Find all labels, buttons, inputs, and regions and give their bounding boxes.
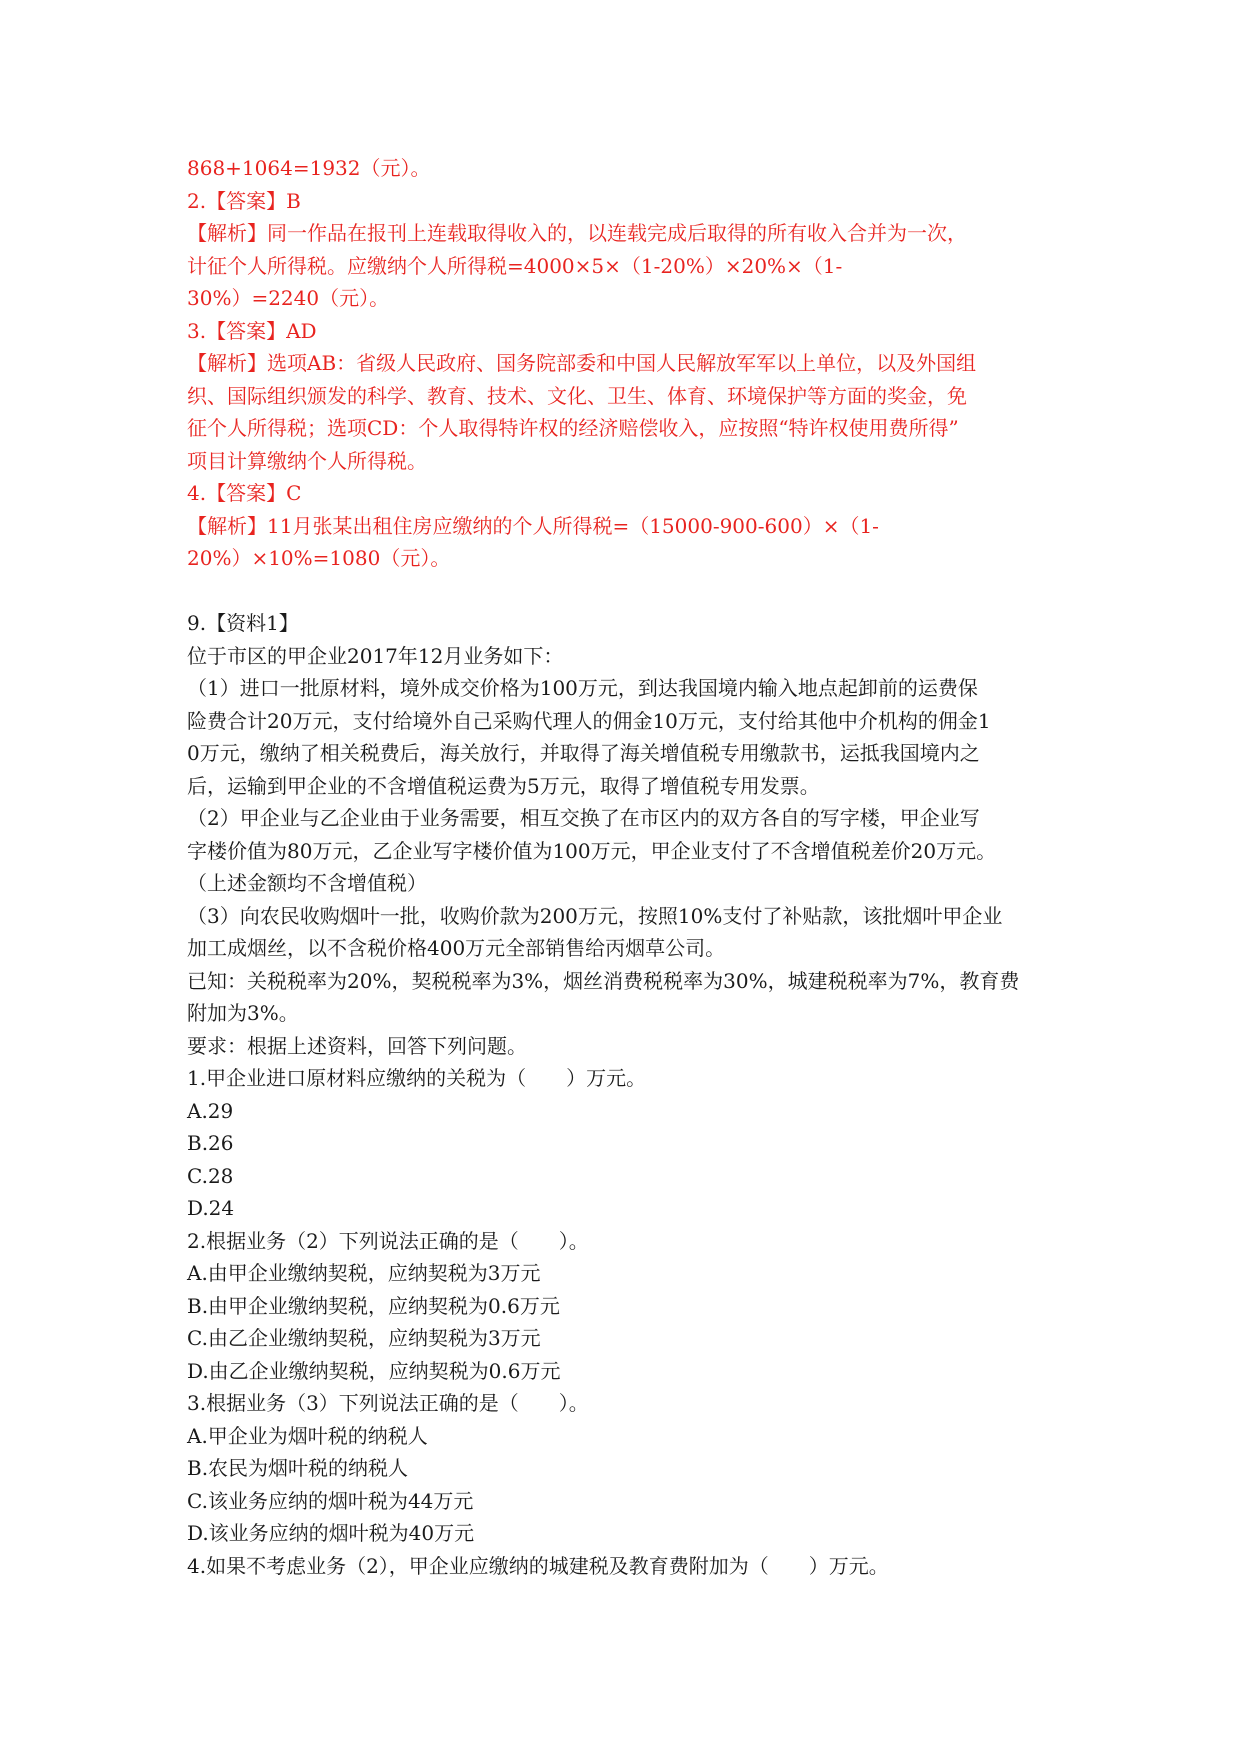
material-line: 附加为3%。 xyxy=(187,1001,299,1025)
material-line: 加工成烟丝，以不含税价格400万元全部销售给丙烟草公司。 xyxy=(187,936,726,960)
option-line: D.该业务应纳的烟叶税为40万元 xyxy=(187,1521,475,1545)
option-line: B.农民为烟叶税的纳税人 xyxy=(187,1456,409,1480)
question-line: 4.如果不考虑业务（2），甲企业应缴纳的城建税及教育费附加为（ ）万元。 xyxy=(187,1553,889,1578)
option-line: D.由乙企业缴纳契税，应纳契税为0.6万元 xyxy=(187,1358,561,1383)
material-line: （3）向农民收购烟叶一批，收购价款为200万元，按照10%支付了补贴款，该批烟叶甲企业 xyxy=(187,903,1003,928)
section-spacer xyxy=(187,575,1067,608)
material-line: （2）甲企业与乙企业由于业务需要，相互交换了在市区内的双方各自的写字楼，甲企业写 xyxy=(187,806,980,830)
option-line: B.由甲企业缴纳契税，应纳契税为0.6万元 xyxy=(187,1293,560,1318)
answer-line: 3.【答案】AD xyxy=(187,318,317,343)
material-line: 已知：关税税率为20%，契税税率为3%，烟丝消费税税率为30%，城建税税率为7%，教育费 xyxy=(187,968,1020,993)
answer-line: 4.【答案】C xyxy=(187,481,302,505)
answer-line: 20%）×10%=1080（元）。 xyxy=(187,546,451,570)
answer-line: 【解析】11月张某出租住房应缴纳的个人所得税=（15000-900-600）×（1- xyxy=(187,513,879,538)
question-line: 1.甲企业进口原材料应缴纳的关税为（ ）万元。 xyxy=(187,1066,647,1090)
option-line: C.28 xyxy=(187,1163,234,1188)
material-line: 后，运输到甲企业的不含增值税运费为5万元，取得了增值税专用发票。 xyxy=(187,773,820,798)
material-line: 0万元，缴纳了相关税费后，海关放行，并取得了海关增值税专用缴款书，运抵我国境内之 xyxy=(187,741,980,765)
answer-line: 868+1064=1932（元）。 xyxy=(187,156,431,180)
option-line: C.由乙企业缴纳契税，应纳契税为3万元 xyxy=(187,1326,541,1350)
material-heading: 9.【资料1】 xyxy=(187,611,299,635)
document-page xyxy=(187,152,1067,1582)
answer-line: 【解析】同一作品在报刊上连载取得收入的，以连载完成后取得的所有收入合并为一次， xyxy=(187,221,967,245)
option-line: B.26 xyxy=(187,1131,234,1155)
question-line: 3.根据业务（3）下列说法正确的是（ ）。 xyxy=(187,1391,589,1415)
option-line: A.29 xyxy=(187,1098,234,1123)
option-line: A.甲企业为烟叶税的纳税人 xyxy=(187,1423,428,1448)
answers-section xyxy=(187,152,1067,575)
answer-line: 30%）=2240（元）。 xyxy=(187,286,390,310)
material-line: 要求：根据上述资料，回答下列问题。 xyxy=(187,1033,527,1058)
material-line: （上述金额均不含增值税） xyxy=(187,871,427,895)
option-line: C.该业务应纳的烟叶税为44万元 xyxy=(187,1488,474,1513)
questions-section xyxy=(187,1062,1067,1582)
answer-line: 计征个人所得税。应缴纳个人所得税=4000×5×（1-20%）×20%×（1- xyxy=(187,253,843,278)
material-line: 字楼价值为80万元，乙企业写字楼价值为100万元，甲企业支付了不含增值税差价20万元。 xyxy=(187,838,997,863)
material-line: 险费合计20万元，支付给境外自己采购代理人的佣金10万元，支付给其他中介机构的佣金1 xyxy=(187,708,991,733)
material-line: （1）进口一批原材料，境外成交价格为100万元，到达我国境内输入地点起卸前的运费保 xyxy=(187,676,978,700)
option-line: A.由甲企业缴纳契税，应纳契税为3万元 xyxy=(187,1261,541,1285)
material-line: 位于市区的甲企业2017年12月业务如下： xyxy=(187,643,564,668)
question-line: 2.根据业务（2）下列说法正确的是（ ）。 xyxy=(187,1228,589,1253)
answer-line: 【解析】选项AB：省级人民政府、国务院部委和中国人民解放军军以上单位，以及外国组 xyxy=(187,351,977,375)
material-section xyxy=(187,607,1067,1062)
option-line: D.24 xyxy=(187,1196,235,1220)
answer-line: 项目计算缴纳个人所得税。 xyxy=(187,448,427,473)
answer-line: 征个人所得税；选项CD：个人取得特许权的经济赔偿收入，应按照“特许权使用费所得” xyxy=(187,416,959,440)
answer-line: 2.【答案】B xyxy=(187,188,301,213)
answer-line: 织、国际组织颁发的科学、教育、技术、文化、卫生、体育、环境保护等方面的奖金，免 xyxy=(187,383,967,408)
